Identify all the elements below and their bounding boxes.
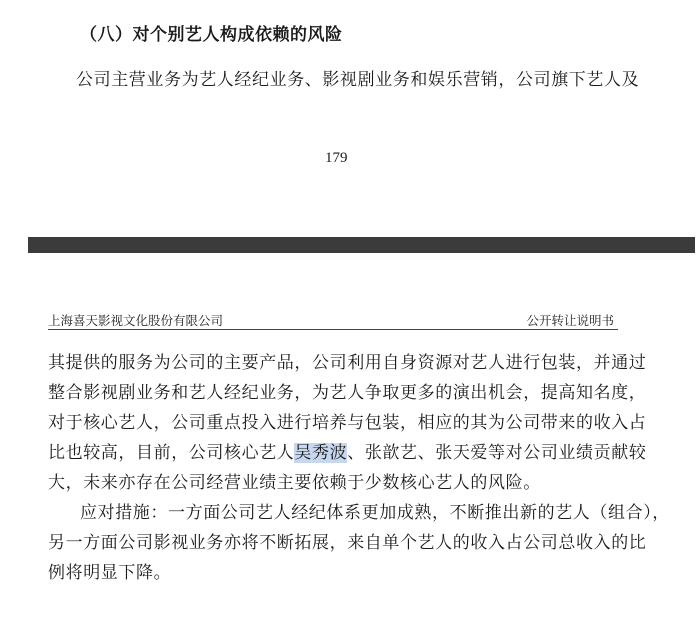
paragraph-line: 公司主营业务为艺人经纪业务、影视剧业务和娱乐营销，公司旗下艺人及 xyxy=(76,70,640,90)
highlighted-name[interactable]: 吴秀波 xyxy=(294,443,348,463)
paragraph-line: 应对措施：一方面公司艺人经纪体系更加成熟，不断推出新的艺人（组合）， xyxy=(80,503,670,523)
page-number: 179 xyxy=(325,150,348,166)
text-segment: 、张歆艺、张天爱等对公司业绩贡献较 xyxy=(347,443,647,463)
paragraph-line: 对于核心艺人，公司重点投入进行培养与包装，相应的其为公司带来的收入占 xyxy=(48,413,647,433)
document-header xyxy=(48,311,618,330)
text-segment: 比也较高，目前，公司核心艺人 xyxy=(48,443,295,463)
paragraph-line: 例将明显下降。 xyxy=(48,563,172,583)
page-divider xyxy=(28,237,695,253)
paragraph-line: 大，未来亦存在公司经营业绩主要依赖于少数核心艺人的风险。 xyxy=(48,473,541,493)
paragraph-line: 其提供的服务为公司的主要产品，公司利用自身资源对艺人进行包装，并通过 xyxy=(48,353,647,373)
document-type: 公开转让说明书 xyxy=(526,313,614,328)
paragraph-line: 整合影视剧业务和艺人经纪业务，为艺人争取更多的演出机会，提高知名度， xyxy=(48,383,647,403)
body-text xyxy=(48,348,670,588)
paragraph-line: 另一方面公司影视业务亦将不断拓展，来自单个艺人的收入占公司总收入的比 xyxy=(48,533,647,553)
previous-page-bottom xyxy=(0,0,700,237)
paragraph-line xyxy=(48,438,647,468)
section-heading: （八）对个别艺人构成依赖的风险 xyxy=(80,25,343,45)
company-name: 上海喜天影视文化股份有限公司 xyxy=(48,313,224,328)
